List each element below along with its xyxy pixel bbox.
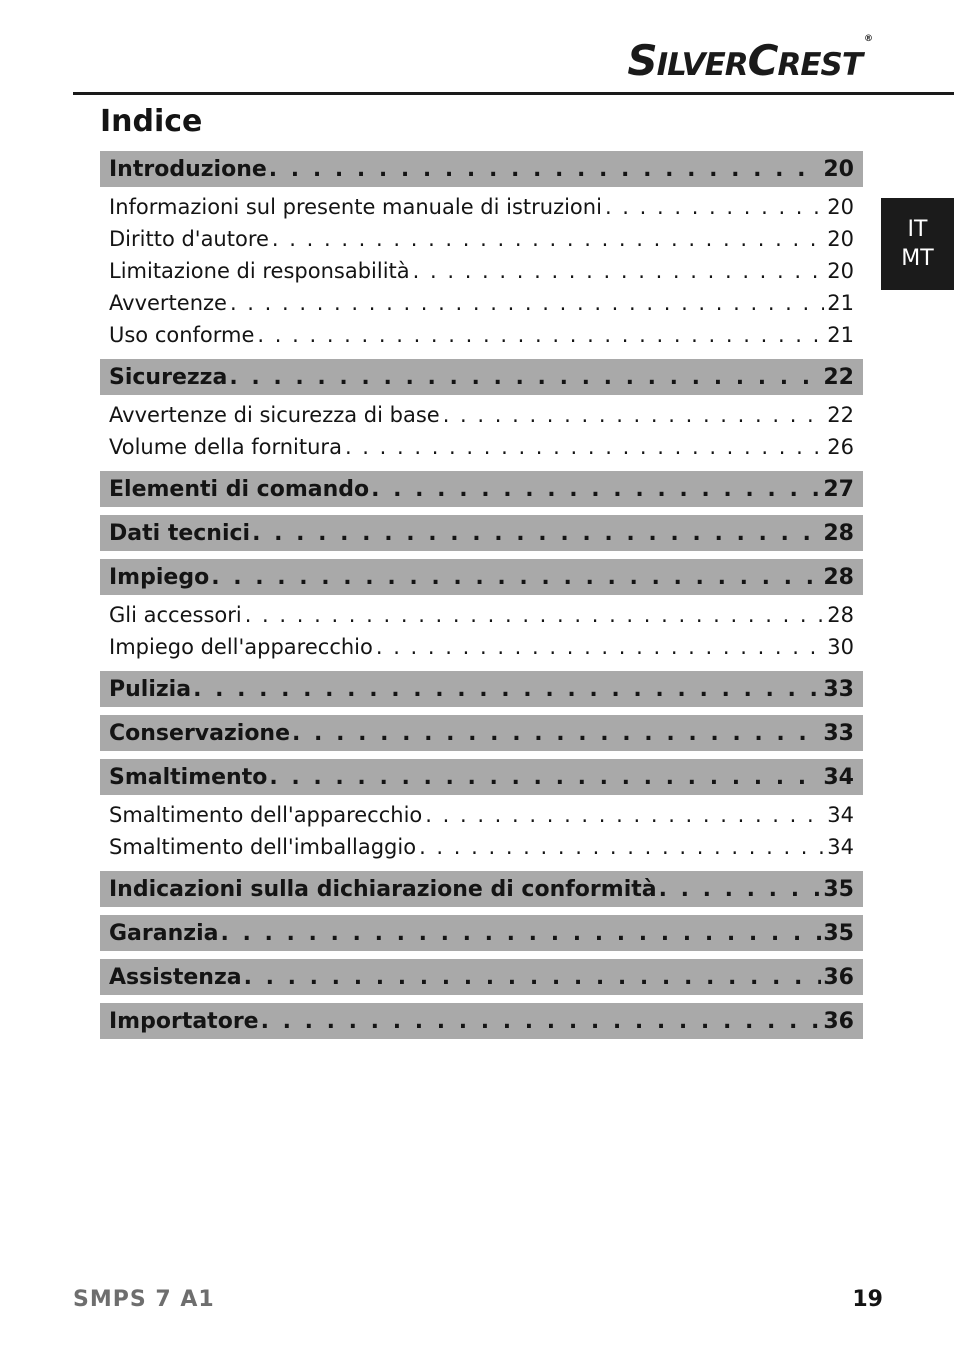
toc-dot-leader	[605, 191, 824, 223]
toc-dot-leader	[376, 631, 824, 663]
toc-section-entry[interactable]	[100, 671, 863, 707]
toc-entry-page: 33	[823, 676, 854, 702]
toc-entry-label: Sicurezza	[109, 364, 228, 390]
toc-subsection-entry[interactable]	[100, 255, 863, 287]
toc-entry-page: 22	[823, 364, 854, 390]
toc-entry-page: 34	[827, 803, 854, 827]
toc-dot-leader	[413, 255, 825, 287]
toc-entry-page: 27	[823, 476, 854, 502]
toc-section-entry[interactable]	[100, 559, 863, 595]
toc-entry-label: Diritto d'autore	[109, 227, 269, 251]
toc-subsection-entry[interactable]	[100, 799, 863, 831]
toc-entry-label: Avvertenze di sicurezza di base	[109, 403, 440, 427]
toc-entry-page: 34	[823, 764, 854, 790]
toc-section-entry[interactable]	[100, 151, 863, 187]
toc-entry-label: Garanzia	[109, 920, 219, 946]
language-tab	[881, 198, 954, 290]
toc-entry-page: 30	[827, 635, 854, 659]
toc-dot-leader	[419, 831, 824, 863]
toc-entry-page: 28	[823, 520, 854, 546]
toc-entry-label: Gli accessori	[109, 603, 242, 627]
toc-entry-page: 20	[823, 156, 854, 182]
page-title: Indice	[100, 104, 203, 139]
toc-entry-label: Indicazioni sulla dichiarazione di conformità	[109, 876, 657, 902]
toc-subsection-entry[interactable]	[100, 831, 863, 863]
toc-dot-leader	[371, 477, 821, 502]
toc-entry-page: 22	[827, 403, 854, 427]
toc-section-entry[interactable]	[100, 359, 863, 395]
toc-entry-page: 35	[823, 876, 854, 902]
toc-dot-leader	[244, 965, 822, 990]
toc-entry-label: Uso conforme	[109, 323, 255, 347]
toc-subsection-entry[interactable]	[100, 319, 863, 351]
toc-entry-label: Avvertenze	[109, 291, 227, 315]
toc-dot-leader	[220, 921, 821, 946]
toc-dot-leader	[252, 521, 821, 546]
toc-entry-label: Impiego dell'apparecchio	[109, 635, 373, 659]
toc-entry-page: 20	[827, 195, 854, 219]
registered-mark: ®	[864, 34, 872, 45]
toc-entry-page: 21	[827, 291, 854, 315]
toc-dot-leader	[257, 319, 824, 351]
toc-dot-leader	[230, 287, 824, 319]
toc-section-entry[interactable]	[100, 915, 863, 951]
toc-entry-page: 36	[823, 1008, 854, 1034]
toc-section-entry[interactable]	[100, 515, 863, 551]
toc-section-entry[interactable]	[100, 759, 863, 795]
toc-entry-label: Assistenza	[109, 964, 242, 990]
toc-subsection-entry[interactable]	[100, 287, 863, 319]
toc-entry-page: 28	[827, 603, 854, 627]
toc-dot-leader	[292, 721, 821, 746]
toc-section-entry[interactable]	[100, 959, 863, 995]
header-rule	[73, 92, 954, 95]
toc-entry-label: Smaltimento	[109, 764, 268, 790]
toc-entry-label: Conservazione	[109, 720, 291, 746]
toc-dot-leader	[269, 157, 822, 182]
toc-dot-leader	[193, 677, 821, 702]
toc-section-entry[interactable]	[100, 1003, 863, 1039]
toc-entry-page: 28	[823, 564, 854, 590]
silvercrest-logo: SILVERCREST®	[627, 34, 872, 85]
toc-dot-leader	[659, 877, 822, 902]
toc-section-entry[interactable]	[100, 471, 863, 507]
toc-subsection-entry[interactable]	[100, 431, 863, 463]
language-code-mt: MT	[901, 246, 934, 271]
toc-entry-page: 26	[827, 435, 854, 459]
toc-entry-label: Pulizia	[109, 676, 192, 702]
toc-subsection-entry[interactable]	[100, 191, 863, 223]
toc-dot-leader	[229, 365, 821, 390]
toc-dot-leader	[261, 1009, 822, 1034]
toc-dot-leader	[272, 223, 824, 255]
model-number: SMPS 7 A1	[73, 1287, 215, 1312]
toc-subsection-entry[interactable]	[100, 223, 863, 255]
toc-entry-page: 33	[823, 720, 854, 746]
toc-dot-leader	[425, 799, 824, 831]
toc-entry-label: Volume della fornitura	[109, 435, 342, 459]
toc-dot-leader	[211, 565, 821, 590]
toc-subsection-entry[interactable]	[100, 399, 863, 431]
toc-entry-page: 36	[823, 964, 854, 990]
toc-entry-label: Introduzione	[109, 156, 267, 182]
toc-entry-label: Smaltimento dell'imballaggio	[109, 835, 417, 859]
toc-dot-leader	[245, 599, 825, 631]
toc-entry-label: Smaltimento dell'apparecchio	[109, 803, 423, 827]
toc-dot-leader	[269, 765, 821, 790]
language-code-it: IT	[907, 217, 928, 242]
toc-entry-label: Dati tecnici	[109, 520, 251, 546]
table-of-contents	[100, 151, 863, 1039]
toc-entry-label: Impiego	[109, 564, 210, 590]
toc-entry-page: 34	[827, 835, 854, 859]
toc-dot-leader	[443, 399, 825, 431]
toc-entry-label: Elementi di comando	[109, 476, 370, 502]
toc-subsection-entry[interactable]	[100, 599, 863, 631]
toc-entry-page: 35	[823, 920, 854, 946]
toc-entry-label: Limitazione di responsabilità	[109, 259, 410, 283]
toc-section-entry[interactable]	[100, 715, 863, 751]
toc-entry-page: 20	[827, 227, 854, 251]
toc-entry-label: Informazioni sul presente manuale di istruzioni	[109, 195, 602, 219]
toc-subsection-entry[interactable]	[100, 631, 863, 663]
toc-entry-label: Importatore	[109, 1008, 259, 1034]
toc-section-entry[interactable]	[100, 871, 863, 907]
toc-dot-leader	[345, 431, 824, 463]
toc-entry-page: 21	[827, 323, 854, 347]
page-number: 19	[852, 1287, 883, 1312]
toc-entry-page: 20	[827, 259, 854, 283]
